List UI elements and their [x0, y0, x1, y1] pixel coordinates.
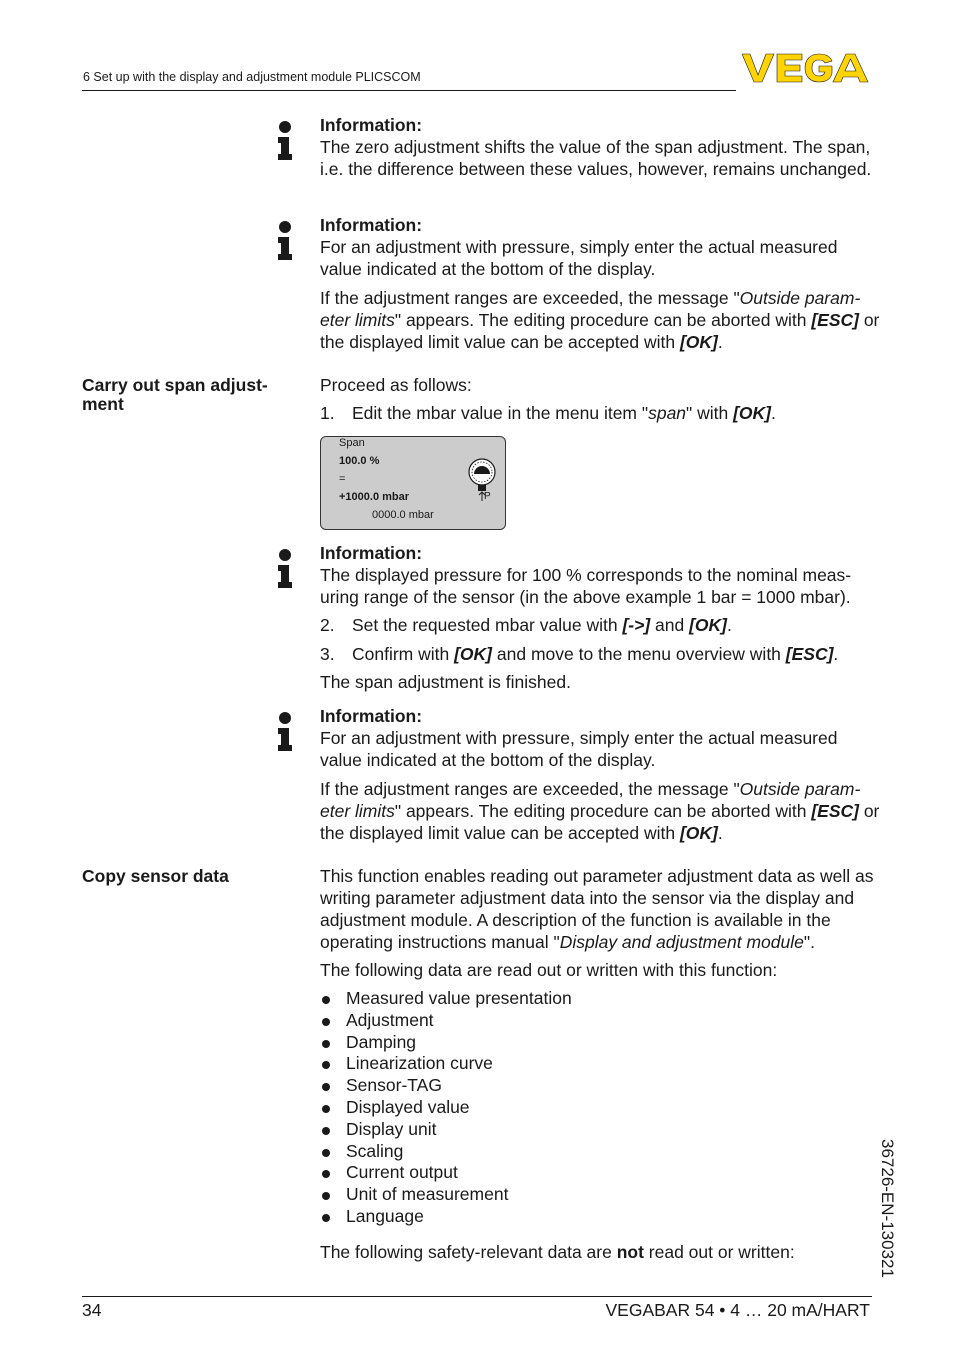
side-heading-span: Carry out span adjust- ment — [82, 375, 268, 414]
vega-logo — [742, 53, 872, 83]
running-header: 6 Set up with the display and adjustment module PLICSCOM — [83, 70, 421, 84]
bullet-icon — [322, 1214, 330, 1222]
limit-paragraph: If the adjustment ranges are exceeded, the message "Outside param- eter limits" appears. The editing procedure can be aborted with [ESC] or the displayed limit value can be accepted with [OK]. — [320, 779, 880, 843]
limit-paragraph: If the adjustment ranges are exceeded, the message "Outside param- eter limits" appears. The editing procedure can be aborted with [ESC] or the displayed limit value can be accepted with [OK]. — [320, 288, 880, 352]
display-equals: = — [339, 473, 346, 485]
copy-data-intro: The following data are read out or written with this function: — [320, 960, 778, 980]
info-icon — [275, 549, 295, 589]
list-item-label: Language — [346, 1205, 424, 1226]
info-block-2 — [320, 214, 880, 353]
info-block-1 — [320, 114, 880, 180]
display-percent: 100.0 % — [339, 455, 380, 467]
bullet-icon — [322, 1061, 330, 1069]
info-text: The displayed pressure for 100 % corresponds to the nominal meas- uring range of the sensor (in the above example 1 bar = 1000 mbar). — [320, 565, 852, 607]
info-icon — [275, 221, 295, 261]
list-item-label: Unit of measurement — [346, 1184, 509, 1205]
side-heading-copy: Copy sensor data — [82, 866, 229, 886]
step-2: 2. Set the requested mbar value with [->] and [OK]. — [320, 615, 732, 635]
product-name: VEGABAR 54 • 4 … 20 mA/HART — [605, 1300, 870, 1320]
info-title: Information: — [320, 215, 423, 235]
display-actual-value: 0000.0 mbar — [372, 509, 434, 521]
bullet-icon — [322, 1040, 330, 1048]
list-item-label: Displayed value — [346, 1096, 470, 1117]
list-item-label: Scaling — [346, 1140, 404, 1161]
step-3: 3. Confirm with [OK] and move to the menu overview with [ESC]. — [320, 644, 839, 664]
safety-data-intro: The following safety-relevant data are not read out or written: — [320, 1242, 795, 1262]
info-block-4 — [320, 705, 880, 844]
info-icon — [275, 712, 295, 752]
info-title: Information: — [320, 543, 423, 563]
bullet-icon — [322, 1149, 330, 1157]
info-block-3 — [320, 542, 880, 608]
info-icon — [275, 121, 295, 161]
header-rule — [82, 90, 736, 91]
bullet-icon — [322, 1192, 330, 1200]
display-value: +1000.0 mbar — [339, 491, 410, 503]
copy-description: This function enables reading out parameter adjustment data as well as writing parameter adjustment data into the sensor via the display and adjustment module. A description of the function is available in the operating instructions manual "Display and adjustment module". — [320, 866, 874, 952]
info-text: The zero adjustment shifts the value of the span adjustment. The span, i.e. the difference between these values, however, remains unchanged. — [320, 137, 872, 179]
bullet-icon — [322, 1127, 330, 1135]
span-finished: The span adjustment is finished. — [320, 672, 571, 692]
info-title: Information: — [320, 706, 423, 726]
list-item-label: Sensor-TAG — [346, 1075, 442, 1096]
bullet-icon — [322, 1105, 330, 1113]
bullet-icon — [322, 1018, 330, 1026]
bullet-icon — [322, 1083, 330, 1091]
display-module — [320, 436, 506, 530]
info-text: For an adjustment with pressure, simply enter the actual measured value indicated at the bottom of the display. — [320, 728, 838, 770]
step-1: 1. Edit the mbar value in the menu item "span" with [OK]. — [320, 403, 776, 423]
bullet-icon — [322, 1170, 330, 1178]
footer-rule — [82, 1296, 872, 1297]
list-item-label: Linearization curve — [346, 1053, 493, 1074]
info-title: Information: — [320, 115, 423, 135]
pressure-gauge-icon — [466, 458, 498, 504]
list-item-label: Adjustment — [346, 1009, 434, 1030]
pressure-label: P — [484, 491, 491, 502]
bullet-icon — [322, 996, 330, 1004]
list-item-label: Display unit — [346, 1118, 437, 1139]
page-number: 34 — [82, 1300, 102, 1320]
span-intro: Proceed as follows: — [320, 375, 472, 395]
display-menu-title: Span — [339, 437, 365, 449]
list-item-label: Measured value presentation — [346, 988, 572, 1008]
document-id: 36726-EN-130321 — [878, 1139, 897, 1278]
list-item-label: Damping — [346, 1031, 417, 1052]
info-text: For an adjustment with pressure, simply enter the actual measured value indicated at the bottom of the display. — [320, 237, 838, 279]
list-item-label: Current output — [346, 1162, 458, 1183]
